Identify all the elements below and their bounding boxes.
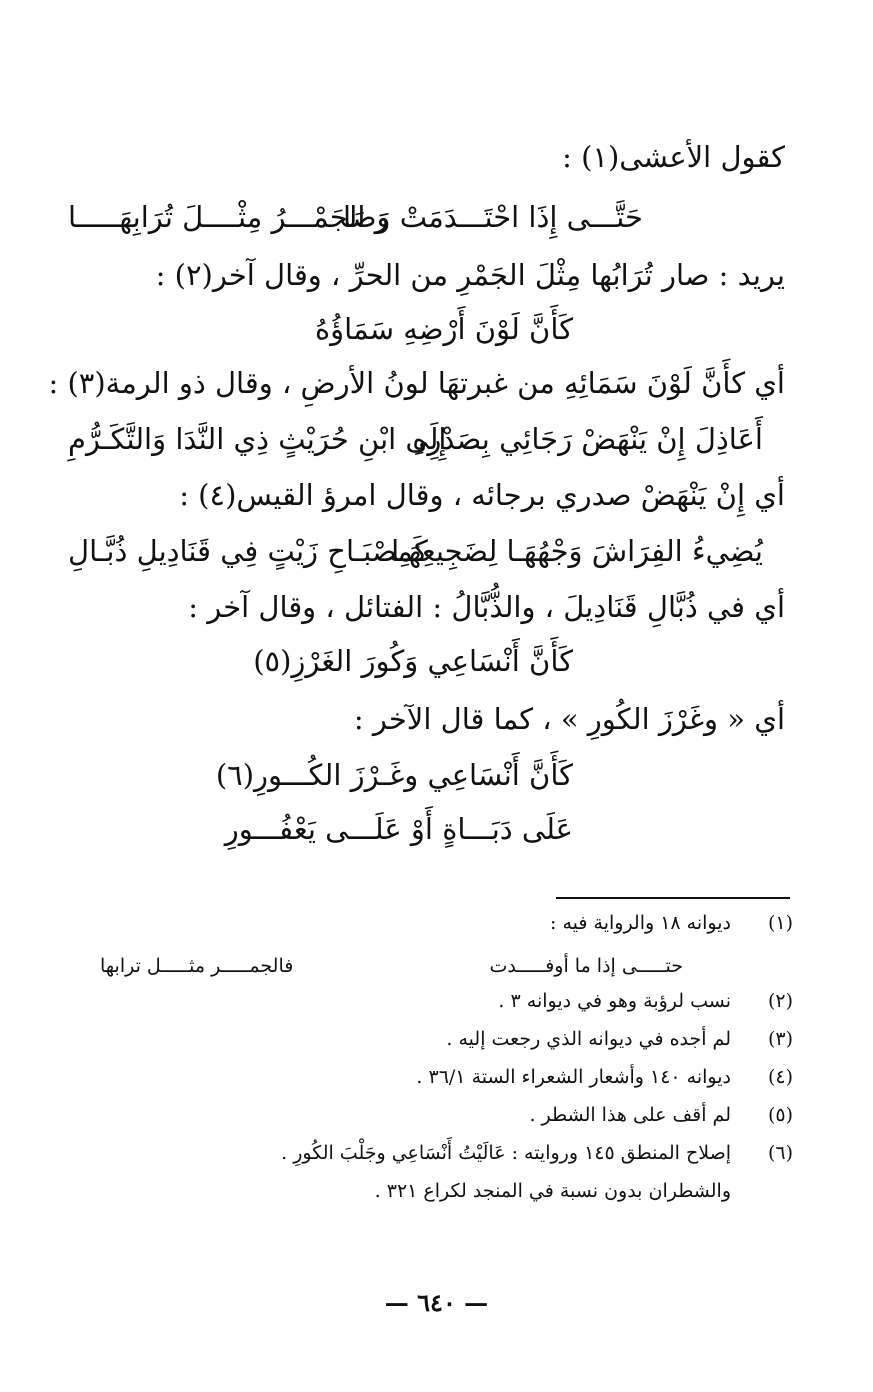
footnote-4 [416, 1066, 793, 1089]
footnote-1-text: ديوانه ١٨ والرواية فيه : [550, 912, 731, 934]
footnote-separator [556, 897, 790, 899]
verse3-first-hemistich: يُضِيءُ الفِرَاشَ وَجْهُهَـا لِضَجِيعِهَـا [391, 534, 763, 568]
footnote-5-number: (٥) [767, 1104, 793, 1126]
explanation-line-1: يريد : صار تُرَابُها مِثْلَ الجَمْرِ من الحرِّ ، وقال آخر(٢) : [155, 258, 785, 292]
verse1-second-hemistich: رَ الجَمْـــرُ مِثْــــلَ تُرَابِهَـــــا [68, 200, 389, 234]
footnote-6-number: (٦) [767, 1142, 793, 1164]
verse-line-7: عَلَى دَبَـــاةٍ أَوْ عَلَـــى يَعْفُـــورِ [224, 812, 573, 846]
verse1-first-hemistich: حَتَّـــى إِذَا احْتَـــدَمَتْ وَصَا [343, 200, 643, 234]
footnote-6-text: إصلاح المنطق ١٤٥ وروايته : عَالَيْتُ أَنْسَاعِي وجَلْبَ الكُورِ . [281, 1142, 731, 1164]
verse-line-5: كَأَنَّ أَنْسَاعِي وَكُورَ الغَرْزِ(٥) [253, 644, 573, 678]
footnote-4-text: ديوانه ١٤٠ وأشعار الشعراء الستة ٣٦/١ . [416, 1066, 731, 1088]
verse3-second-hemistich: كَمِصْبَـاحِ زَيْتٍ فِي قَنَادِيلِ ذُبَّـالِ [68, 534, 428, 568]
footnote-5-text: لم أقف على هذا الشطر . [529, 1104, 731, 1126]
explanation-line-3: أي إِنْ يَنْهَضْ صدري برجائه ، وقال امرؤ القيس(٤) : [179, 478, 785, 512]
footnote-3-text: لم أجده في ديوانه الذي رجعت إليه . [446, 1028, 731, 1050]
footnote-1 [550, 912, 793, 935]
verse2-second-hemistich: إِلَى ابْنِ حُرَيْثٍ ذِي النَّدَا وَالتَّكَـرُّمِ [68, 422, 447, 456]
footnote-2 [498, 990, 793, 1013]
footnote-1-verse-first: حتـــــى إذا ما أوفـــــدت [489, 955, 683, 977]
footnote-2-text: نسب لرؤبة وهو في ديوانه ٣ . [498, 990, 731, 1012]
intro-line: كقول الأعشى(١) : [562, 140, 785, 174]
footnote-1-number: (١) [767, 912, 793, 934]
footnote-3-number: (٣) [767, 1028, 793, 1050]
footnote-6-continuation: والشطران بدون نسبة في المنجد لكراع ٣٢١ . [374, 1180, 731, 1202]
footnote-2-number: (٢) [767, 990, 793, 1012]
explanation-line-5: أي « وغَرْزَ الكُورِ » ، كما قال الآخر : [353, 702, 785, 736]
footnote-1-verse-second: فالجمـــــر مثـــــل ترابها [100, 955, 294, 977]
verse-line-6: كَأَنَّ أَنْسَاعِي وغَـرْزَ الكُـــورِ(٦) [215, 758, 573, 792]
footnote-5 [529, 1104, 793, 1127]
page-number: — ٦٤٠ — [384, 1288, 489, 1317]
verse-line-2: كَأَنَّ لَوْنَ أَرْضِهِ سَمَاؤُهُ [314, 312, 573, 346]
explanation-line-4: أي في ذُبَّالِ قَنَادِيلَ ، والذُّبَّالُ : الفتائل ، وقال آخر : [188, 590, 785, 624]
footnote-4-number: (٤) [767, 1066, 793, 1088]
verse2-first-hemistich: أَعَاذِلَ إِنْ يَنْهَضْ رَجَائِي بِصَدْرِهِ [412, 422, 763, 456]
footnote-3 [446, 1028, 793, 1051]
footnote-6 [281, 1142, 793, 1165]
explanation-line-2: أي كأَنَّ لَوْنَ سَمَائِهِ من غبرتهَا لونُ الأرضِ ، وقال ذو الرمة(٣) : [48, 366, 785, 400]
